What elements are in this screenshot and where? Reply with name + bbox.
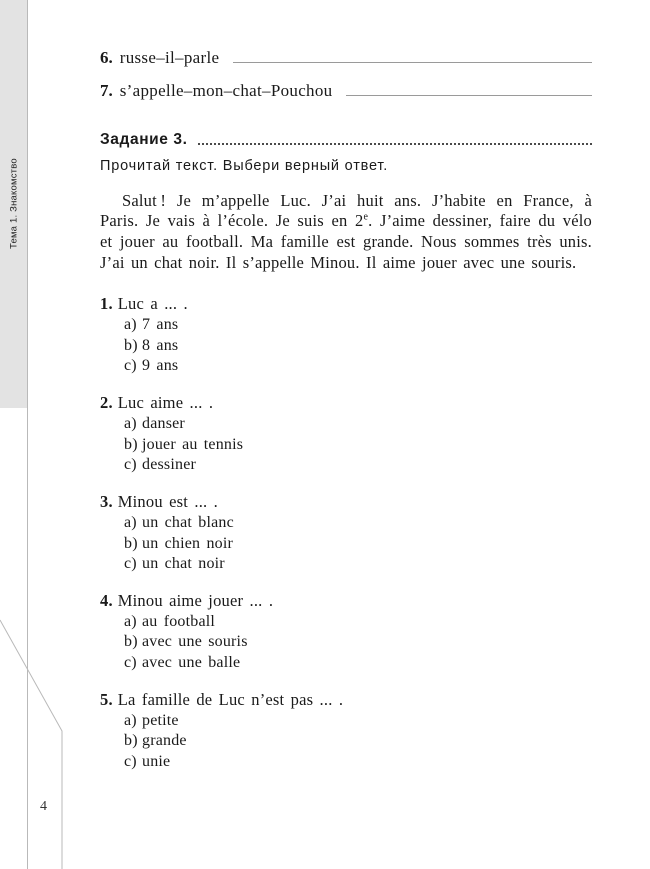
option-text: 9 ans bbox=[142, 356, 179, 374]
option-a[interactable] bbox=[124, 513, 592, 533]
task-heading bbox=[100, 131, 592, 149]
option-b[interactable] bbox=[124, 731, 592, 751]
option-text: jouer au tennis bbox=[142, 435, 244, 453]
item-number: 6. bbox=[100, 48, 113, 67]
option-c[interactable] bbox=[124, 554, 592, 574]
option-letter: c) bbox=[124, 455, 137, 473]
dotted-divider bbox=[198, 141, 592, 145]
option-letter: b) bbox=[124, 435, 138, 453]
option-list bbox=[124, 711, 592, 772]
passage-part-1: Salut ! Je m’appelle Luc. J’ai huit ans. J’habite en France, à Paris. Je vais à l’école. Je suis en 2 bbox=[100, 190, 592, 231]
option-text: avec une souris bbox=[142, 633, 248, 651]
item-text: s’appelle–mon–chat–Pouchou bbox=[119, 81, 333, 100]
option-text: au football bbox=[142, 613, 216, 631]
option-c[interactable] bbox=[124, 752, 592, 772]
option-text: un chien noir bbox=[142, 534, 234, 552]
task-instruction: Прочитай текст. Выбери верный ответ. bbox=[100, 158, 389, 174]
option-list bbox=[124, 315, 592, 376]
option-b[interactable] bbox=[124, 435, 592, 455]
question-number: 4. bbox=[100, 591, 113, 611]
list-item bbox=[100, 48, 592, 68]
list-item bbox=[100, 81, 592, 101]
passage-part-2: . J’aime dessiner, faire du vélo et jouer au football. Ma famille est grande. Nous sommes très unis. J’ai un chat noir. Il s’appelle Minou. Il aime jouer avec une souris. bbox=[100, 211, 592, 273]
theme-side-band bbox=[0, 0, 28, 408]
option-text: dessiner bbox=[142, 455, 197, 473]
option-letter: c) bbox=[124, 554, 137, 572]
fill-in-list bbox=[100, 48, 592, 101]
question-text: La famille de Luc n’est pas ... . bbox=[117, 690, 344, 710]
option-letter: b) bbox=[124, 336, 138, 354]
option-text: unie bbox=[142, 752, 171, 770]
question-item bbox=[100, 393, 592, 475]
option-text: petite bbox=[142, 712, 179, 730]
option-b[interactable] bbox=[124, 534, 592, 554]
question-text: Minou est ... . bbox=[117, 492, 218, 512]
answer-line[interactable] bbox=[233, 51, 592, 63]
option-a[interactable] bbox=[124, 711, 592, 731]
question-stem bbox=[100, 393, 592, 413]
option-c[interactable] bbox=[124, 356, 592, 376]
option-text: avec une balle bbox=[142, 653, 241, 671]
option-letter: a) bbox=[124, 415, 137, 433]
option-a[interactable] bbox=[124, 414, 592, 434]
option-list bbox=[124, 612, 592, 673]
option-letter: a) bbox=[124, 613, 137, 631]
page-corner-decoration bbox=[0, 619, 80, 869]
option-b[interactable] bbox=[124, 632, 592, 652]
option-letter: c) bbox=[124, 752, 137, 770]
option-text: grande bbox=[142, 732, 187, 750]
question-number: 2. bbox=[100, 393, 113, 413]
reading-passage bbox=[100, 191, 592, 275]
question-number: 3. bbox=[100, 492, 113, 512]
option-text: 7 ans bbox=[142, 316, 179, 334]
option-letter: a) bbox=[124, 712, 137, 730]
question-item bbox=[100, 492, 592, 574]
option-text: un chat noir bbox=[142, 554, 225, 572]
option-b[interactable] bbox=[124, 336, 592, 356]
option-letter: b) bbox=[124, 732, 138, 750]
option-text: danser bbox=[142, 415, 185, 433]
option-text: 8 ans bbox=[142, 336, 179, 354]
item-text: russe–il–parle bbox=[119, 48, 220, 67]
option-list bbox=[124, 513, 592, 574]
question-text: Luc aime ... . bbox=[117, 393, 214, 413]
question-item bbox=[100, 690, 592, 772]
option-a[interactable] bbox=[124, 315, 592, 335]
option-c[interactable] bbox=[124, 653, 592, 673]
question-stem bbox=[100, 492, 592, 512]
option-letter: a) bbox=[124, 514, 137, 532]
question-stem bbox=[100, 591, 592, 611]
option-list bbox=[124, 414, 592, 475]
page-number: 4 bbox=[40, 799, 47, 814]
option-letter: b) bbox=[124, 633, 138, 651]
option-letter: c) bbox=[124, 356, 137, 374]
question-item bbox=[100, 591, 592, 673]
theme-label: Тема 1. Знакомство bbox=[8, 158, 20, 250]
item-number: 7. bbox=[100, 81, 113, 100]
question-list bbox=[100, 294, 592, 772]
page-content bbox=[100, 48, 592, 789]
question-number: 1. bbox=[100, 294, 113, 314]
option-letter: a) bbox=[124, 316, 137, 334]
option-letter: c) bbox=[124, 653, 137, 671]
question-text: Minou aime jouer ... . bbox=[117, 591, 274, 611]
option-letter: b) bbox=[124, 534, 138, 552]
question-number: 5. bbox=[100, 690, 113, 710]
question-item bbox=[100, 294, 592, 376]
passage-superscript: e bbox=[363, 211, 369, 223]
question-stem bbox=[100, 294, 592, 314]
option-a[interactable] bbox=[124, 612, 592, 632]
task-title: Задание 3. bbox=[100, 131, 188, 148]
option-c[interactable] bbox=[124, 455, 592, 475]
answer-line[interactable] bbox=[346, 84, 592, 96]
question-text: Luc a ... . bbox=[117, 294, 188, 314]
question-stem bbox=[100, 690, 592, 710]
option-text: un chat blanc bbox=[142, 514, 234, 532]
